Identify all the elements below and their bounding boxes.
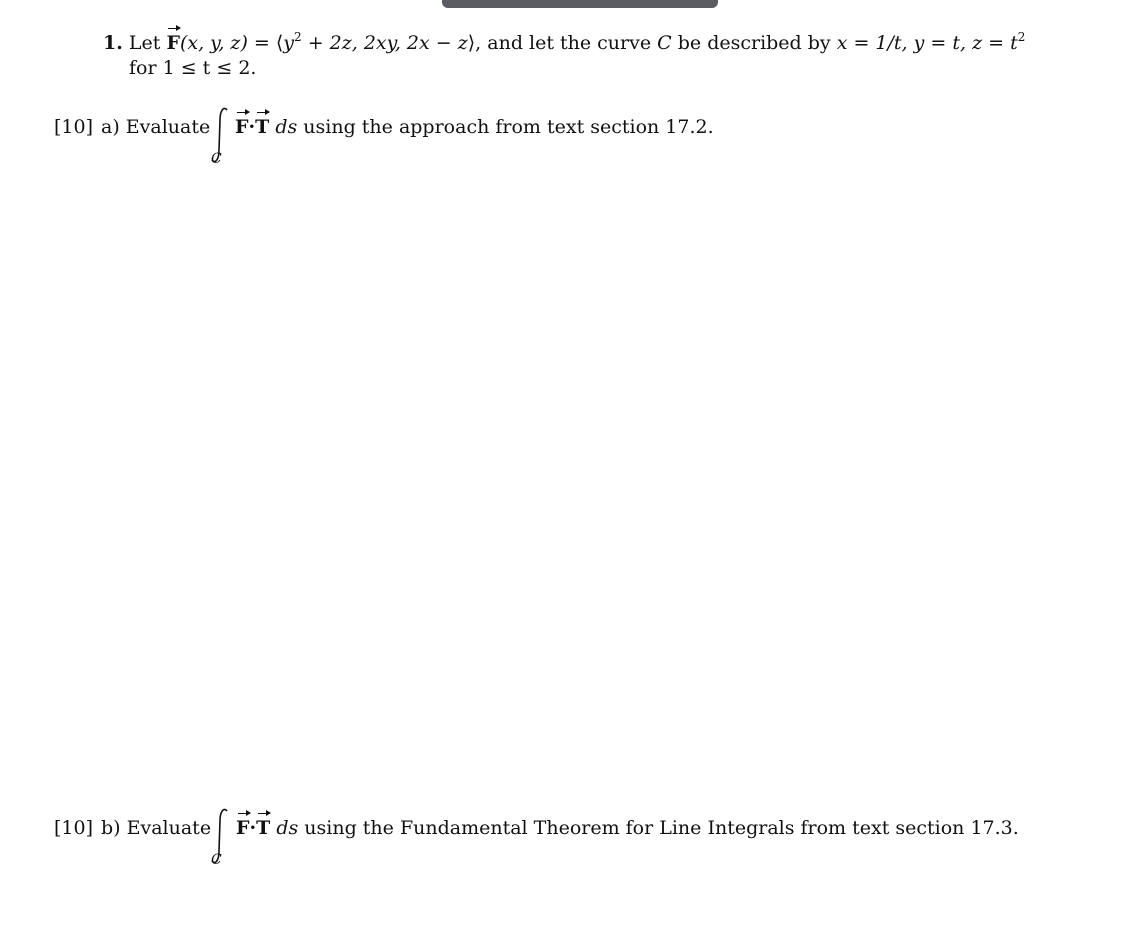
part-a-points: [10] [54, 116, 94, 138]
part-a-integral-subscript: C [211, 151, 222, 167]
window-top-bar [442, 0, 718, 8]
param-z: z = t [972, 32, 1018, 54]
part-a-vector-T: T [255, 116, 270, 138]
part-b-text: using the Fundamental Theorem for Line Integrals from text section 17.3. [304, 817, 1019, 839]
vector-field-F: F [166, 32, 180, 54]
component-1-exponent: 2 [294, 30, 302, 44]
part-a-label: a) Evaluate [101, 116, 211, 138]
problem-intro: Let [128, 32, 161, 54]
problem-statement-line-2: for 1 ≤ t ≤ 2. [129, 57, 257, 79]
left-angle-bracket: ⟨ [275, 32, 284, 54]
components-rest: + 2z, 2xy, 2x − z [301, 32, 468, 54]
part-b-vector-F: F [236, 817, 250, 839]
part-a-integrand [235, 115, 714, 139]
part-a-vector-F: F [235, 116, 249, 138]
problem-statement-line-1 [103, 31, 1025, 55]
curve-name: C [657, 32, 672, 54]
part-b-ds: ds [276, 817, 299, 839]
part-b-integrand [236, 816, 1019, 840]
part-a-ds: ds [275, 116, 298, 138]
part-a-text: using the approach from text section 17.2. [303, 116, 714, 138]
curve-text-2: be described by [671, 32, 837, 54]
part-b-vector-T: T [256, 817, 271, 839]
part-b-integral-subscript: C [211, 852, 222, 868]
curve-text-1: , and let the curve [475, 32, 658, 54]
part-b-points: [10] [54, 817, 94, 839]
problem-number: 1. [103, 32, 123, 54]
part-b-dot: · [249, 817, 257, 839]
param-x: x = 1/t, [836, 32, 908, 54]
param-z-exponent: 2 [1017, 30, 1026, 44]
component-1-base: y [283, 32, 295, 54]
param-y: y = t, [913, 32, 967, 54]
right-angle-bracket: ⟩ [467, 32, 476, 54]
part-b-label: b) Evaluate [101, 817, 212, 839]
part-a-dot: · [248, 116, 256, 138]
field-args: (x, y, z) = [179, 32, 276, 54]
